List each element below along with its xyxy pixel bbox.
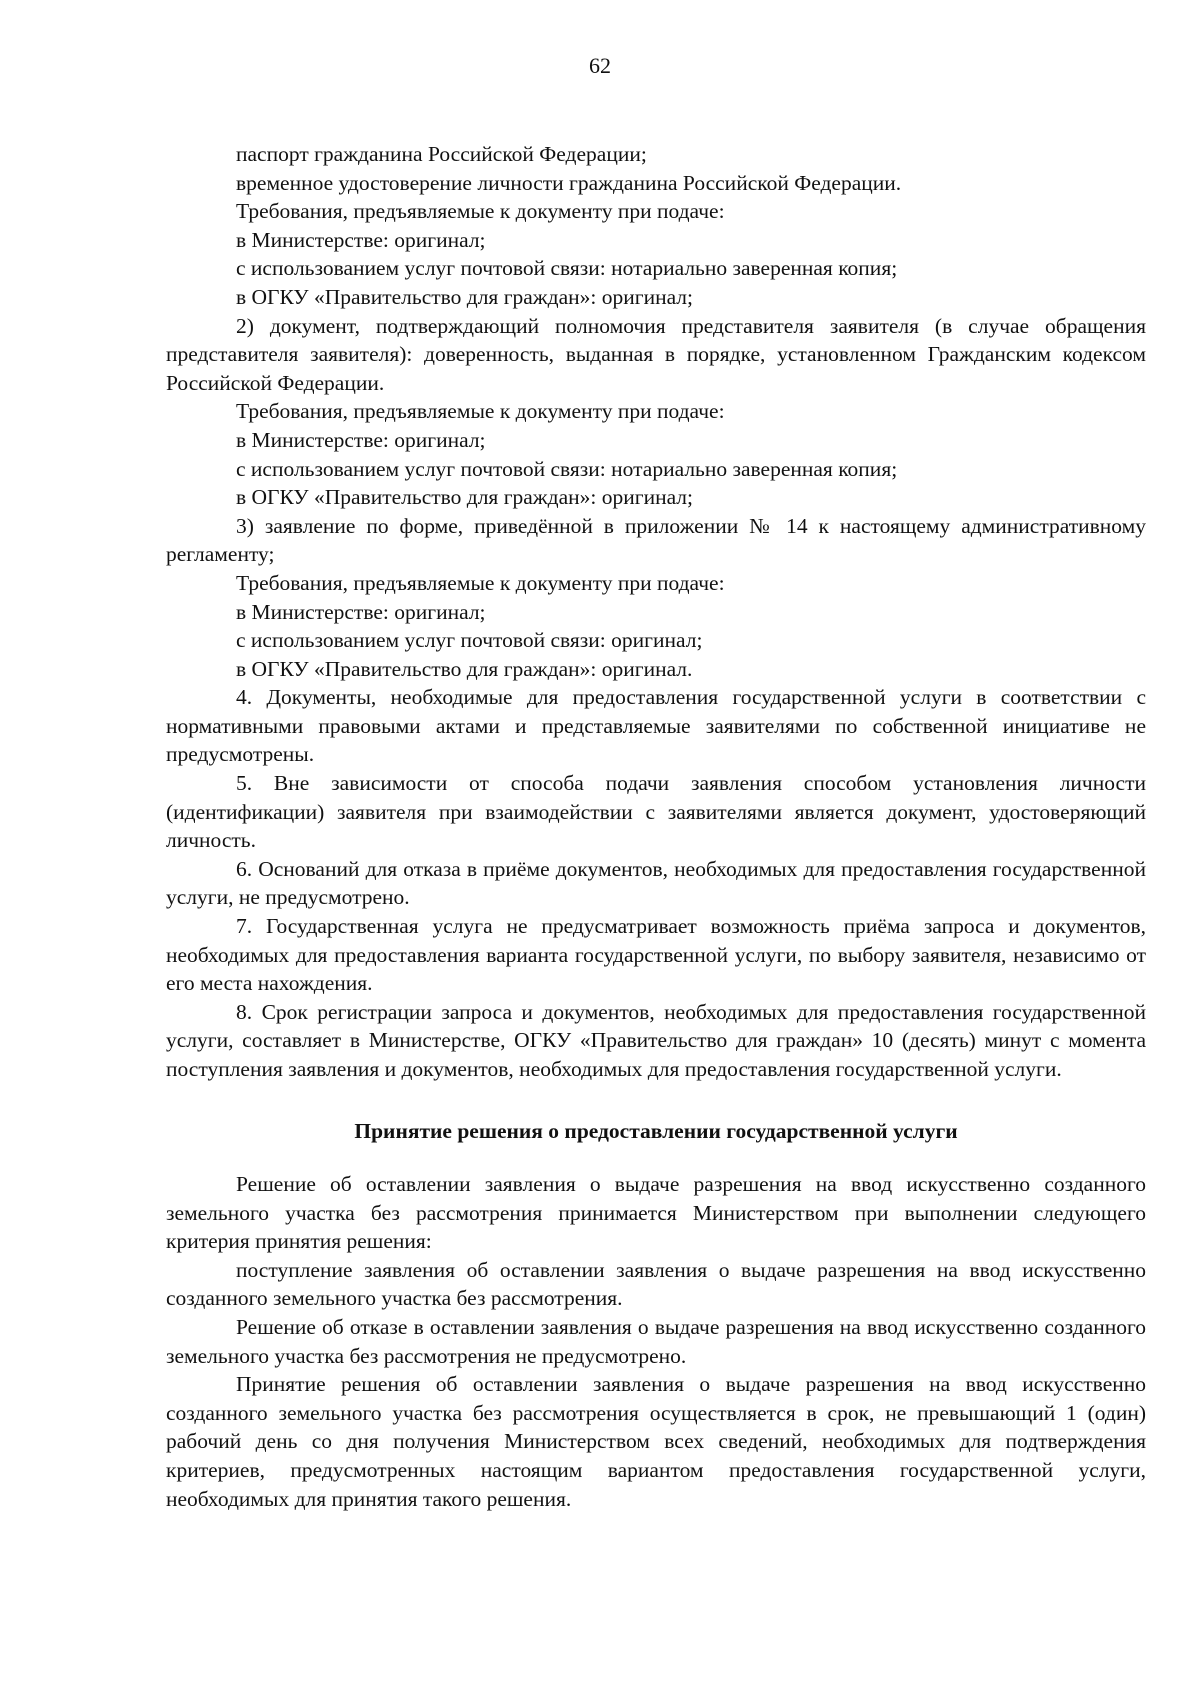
paragraph: 8. Срок регистрации запроса и документов, необходимых для предоставления государственной услуги, составляет в Министерстве, ОГКУ «Правительство для граждан» 10 (десять) минут с момента поступления заявления и документов, необходимых для предоставления государственной услуги.: [166, 999, 1146, 1081]
paragraph: 5. Вне зависимости от способа подачи заявления способом установления личности (идентификации) заявителя при взаимодействии с заявителями является документ, удостоверяющий личность.: [166, 771, 1146, 853]
paragraph: 3) заявление по форме, приведённой в приложении № 14 к настоящему административному регламенту;: [166, 513, 1146, 567]
paragraph: Принятие решения об оставлении заявления о выдаче разрешения на ввод искусственно созданного земельного участка без рассмотрения осуществляется в срок, не превышающий 1 (один) рабочий день со дня получения Министерством всех сведений, необходимых для подтверждения критериев, предусмотренных настоящим вариантом предоставления государственной услуги, необходимых для принятия такого решения.: [166, 1372, 1146, 1511]
paragraph: в Министерстве: оригинал;: [236, 227, 486, 252]
paragraph: Решение об отказе в оставлении заявления о выдаче разрешения на ввод искусственно созданного земельного участка без рассмотрения не предусмотрено.: [166, 1314, 1146, 1368]
paragraph: паспорт гражданина Российской Федерации;: [236, 142, 647, 166]
paragraph: в ОГКУ «Правительство для граждан»: оригинал;: [236, 485, 694, 510]
section-heading: Принятие решения о предоставлении государственной услуги: [354, 1119, 958, 1143]
paragraph: поступление заявления об оставлении заявления о выдаче разрешения на ввод искусственно созданного земельного участка без рассмотрения.: [166, 1257, 1146, 1311]
paragraph: с использованием услуг почтовой связи: нотариально заверенная копия;: [236, 256, 898, 281]
paragraph: Требования, предъявляемые к документу при подаче:: [236, 570, 725, 595]
paragraph: в Министерстве: оригинал;: [236, 599, 486, 624]
paragraph: 7. Государственная услуга не предусматривает возможность приёма запроса и документов, необходимых для предоставления варианта государственной услуги, по выбору заявителя, независимо от его места нахождения.: [166, 914, 1146, 996]
paragraph: Требования, предъявляемые к документу при подаче:: [236, 399, 725, 424]
paragraph: 4. Документы, необходимые для предоставления государственной услуги в соответствии с нормативными правовыми актами и представляемые заявителями по собственной инициативе не предусмотрены.: [166, 685, 1146, 767]
top-text-block: [166, 140, 1146, 1084]
paragraph: временное удостоверение личности гражданина Российской Федерации.: [236, 170, 902, 195]
bottom-text-block: [166, 1170, 1146, 1513]
page-number: 62: [589, 53, 611, 78]
paragraph: в Министерстве: оригинал;: [236, 427, 486, 452]
paragraph: 6. Оснований для отказа в приёме документов, необходимых для предоставления государственной услуги, не предусмотрено.: [166, 856, 1146, 910]
paragraph: в ОГКУ «Правительство для граждан»: оригинал.: [236, 656, 693, 681]
paragraph: с использованием услуг почтовой связи: оригинал;: [236, 628, 703, 653]
paragraph: Требования, предъявляемые к документу при подаче:: [236, 199, 725, 224]
paragraph: 2) документ, подтверждающий полномочия представителя заявителя (в случае обращения представителя заявителя): доверенность, выданная в порядке, установленном Гражданским кодексом Российской Федерации.: [166, 313, 1146, 395]
paragraph: Решение об оставлении заявления о выдаче разрешения на ввод искусственно созданного земельного участка без рассмотрения принимается Министерством при выполнении следующего критерия принятия решения:: [166, 1172, 1146, 1254]
paragraph: с использованием услуг почтовой связи: нотариально заверенная копия;: [236, 456, 898, 481]
paragraph: в ОГКУ «Правительство для граждан»: оригинал;: [236, 284, 694, 309]
